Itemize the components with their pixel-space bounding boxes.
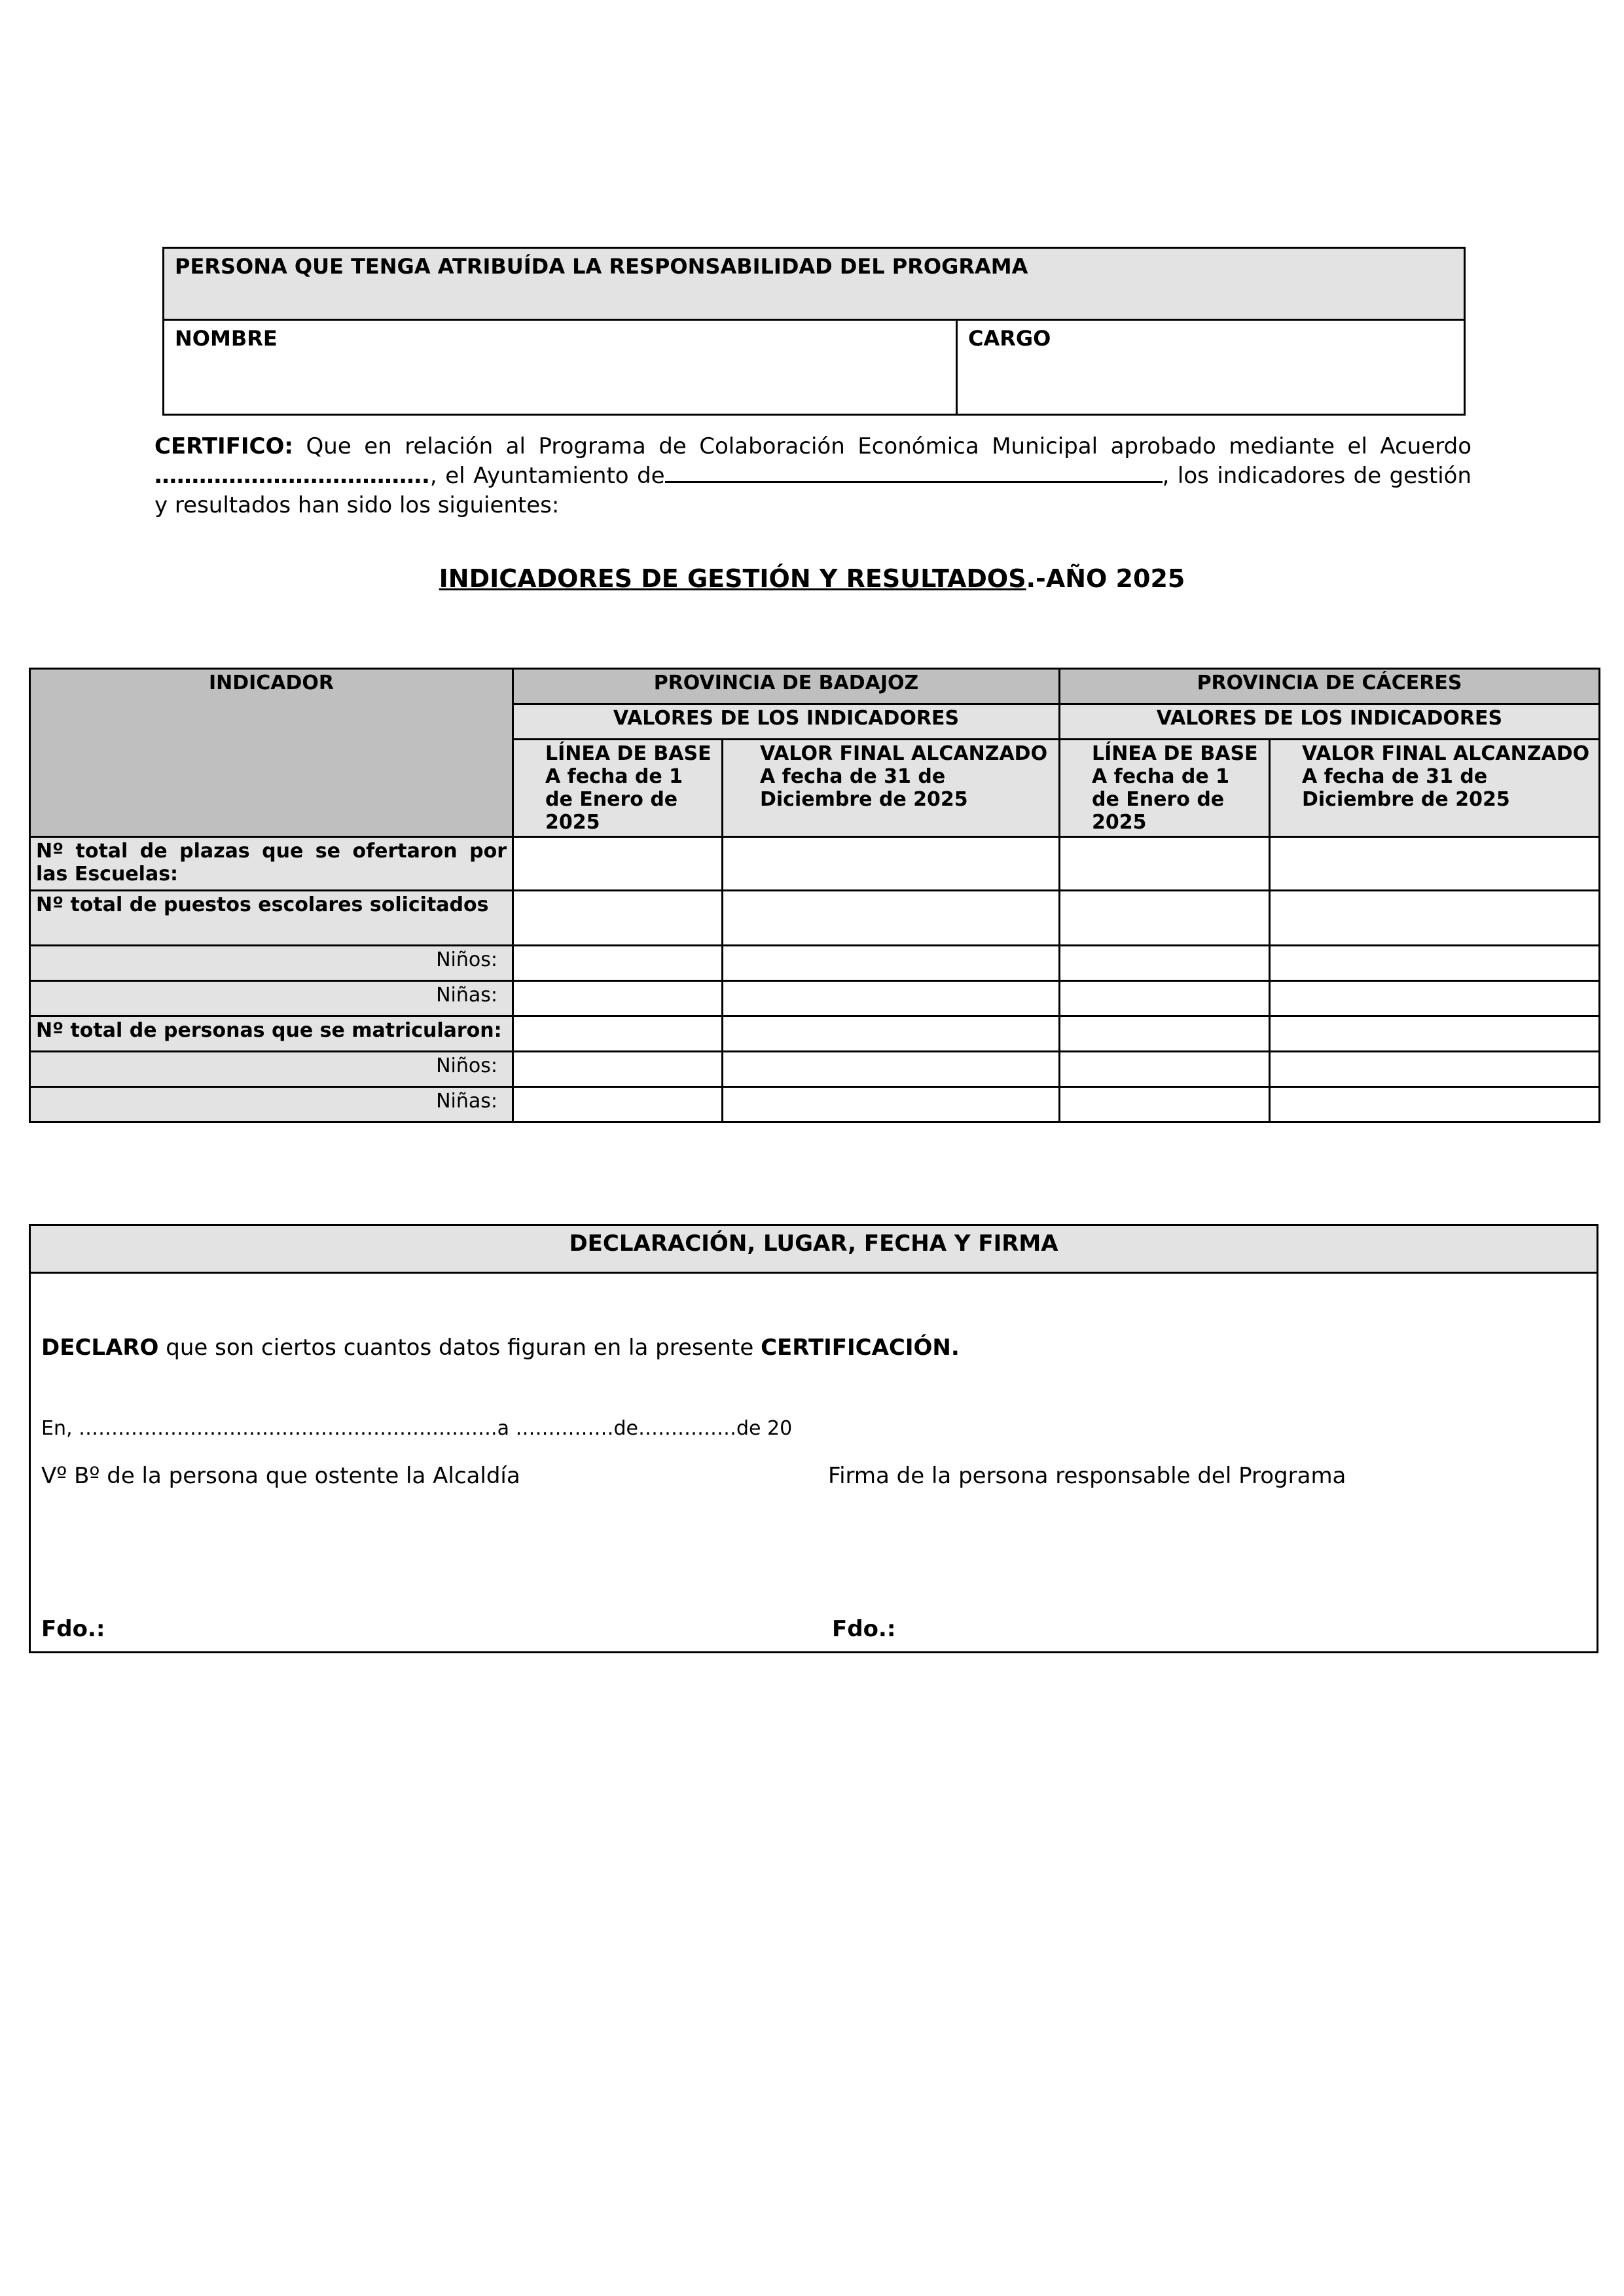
certifico-text-2: , el Ayuntamiento de bbox=[429, 463, 665, 489]
value-cell[interactable] bbox=[723, 981, 1060, 1016]
table-row bbox=[30, 891, 1600, 946]
value-cell[interactable] bbox=[723, 946, 1060, 981]
value-cell[interactable] bbox=[1060, 837, 1270, 891]
row-label-puestos: Nº total de puestos escolares solicitados bbox=[30, 891, 513, 946]
value-cell[interactable] bbox=[513, 837, 723, 891]
value-cell[interactable] bbox=[1060, 1016, 1270, 1052]
table-row bbox=[30, 837, 1600, 891]
value-cell[interactable] bbox=[723, 1016, 1060, 1052]
caceres-values-header: VALORES DE LOS INDICADORES bbox=[1060, 704, 1600, 740]
signature-label: Firma de la persona responsable del Programa bbox=[828, 1463, 1346, 1489]
indicator-header: INDICADOR bbox=[30, 669, 513, 837]
caceres-baseline-header bbox=[1060, 740, 1270, 837]
fdo-left[interactable]: Fdo.: bbox=[41, 1616, 105, 1642]
baseline-date: A fecha de 1 de Enero de 2025 bbox=[1092, 765, 1230, 834]
cargo-field[interactable] bbox=[957, 320, 1465, 415]
declaration-box bbox=[29, 1224, 1598, 1653]
certificacion-word: CERTIFICACIÓN. bbox=[761, 1335, 960, 1361]
declaro-text: que son ciertos cuantos datos figuran en la presente bbox=[158, 1335, 761, 1361]
value-cell[interactable] bbox=[1060, 891, 1270, 946]
final-date: A fecha de 31 de Diciembre de 2025 bbox=[760, 765, 968, 811]
certifico-lead: CERTIFICO: bbox=[154, 433, 294, 459]
value-cell[interactable] bbox=[1270, 837, 1600, 891]
value-cell[interactable] bbox=[1060, 1052, 1270, 1087]
final-title: VALOR FINAL ALCANZADO bbox=[1302, 742, 1590, 765]
province-badajoz-header: PROVINCIA DE BADAJOZ bbox=[513, 669, 1060, 704]
value-cell[interactable] bbox=[1060, 981, 1270, 1016]
table-row bbox=[30, 1052, 1600, 1087]
value-cell[interactable] bbox=[1270, 891, 1600, 946]
cargo-label: CARGO bbox=[968, 326, 1051, 351]
nombre-field[interactable] bbox=[164, 320, 957, 415]
certifico-text-3: , los indicadores de gestión y resultados han sido los siguientes: bbox=[154, 463, 1471, 518]
table-row bbox=[30, 981, 1600, 1016]
value-cell[interactable] bbox=[513, 1016, 723, 1052]
baseline-title: LÍNEA DE BASE bbox=[545, 742, 712, 765]
nombre-label: NOMBRE bbox=[175, 326, 278, 351]
badajoz-final-header bbox=[723, 740, 1060, 837]
value-cell[interactable] bbox=[513, 891, 723, 946]
indicators-table bbox=[29, 668, 1600, 1123]
badajoz-values-header: VALORES DE LOS INDICADORES bbox=[513, 704, 1060, 740]
baseline-title: LÍNEA DE BASE bbox=[1092, 742, 1258, 765]
declaro-statement bbox=[41, 1335, 960, 1361]
value-cell[interactable] bbox=[723, 1087, 1060, 1122]
value-cell[interactable] bbox=[723, 1052, 1060, 1087]
row-label-matricularon: Nº total de personas que se matricularon: bbox=[30, 1016, 513, 1052]
section-title-year: .-AÑO 2025 bbox=[1026, 564, 1185, 593]
badajoz-baseline-header bbox=[513, 740, 723, 837]
value-cell[interactable] bbox=[1270, 1087, 1600, 1122]
certifico-text-1: Que en relación al Programa de Colaboración Económica Municipal aprobado mediante el Acuerdo bbox=[293, 433, 1471, 459]
final-title: VALOR FINAL ALCANZADO bbox=[760, 742, 1048, 765]
row-label-plazas: Nº total de plazas que se ofertaron por las Escuelas: bbox=[30, 837, 513, 891]
declaration-title: DECLARACIÓN, LUGAR, FECHA Y FIRMA bbox=[31, 1226, 1597, 1274]
declaro-word: DECLARO bbox=[41, 1335, 159, 1361]
value-cell[interactable] bbox=[513, 981, 723, 1016]
row-label-ninos: Niños: bbox=[30, 1052, 513, 1087]
value-cell[interactable] bbox=[723, 837, 1060, 891]
row-label-ninos: Niños: bbox=[30, 946, 513, 981]
certifico-paragraph bbox=[154, 432, 1471, 520]
value-cell[interactable] bbox=[1060, 1087, 1270, 1122]
final-date: A fecha de 31 de Diciembre de 2025 bbox=[1302, 765, 1510, 811]
value-cell[interactable] bbox=[1270, 981, 1600, 1016]
value-cell[interactable] bbox=[513, 1052, 723, 1087]
value-cell[interactable] bbox=[513, 1087, 723, 1122]
section-title bbox=[0, 564, 1624, 593]
ayuntamiento-fill-line[interactable] bbox=[665, 461, 1163, 483]
responsible-person-table bbox=[162, 247, 1466, 416]
table-row bbox=[30, 1087, 1600, 1122]
caceres-final-header bbox=[1270, 740, 1600, 837]
value-cell[interactable] bbox=[1270, 1052, 1600, 1087]
value-cell[interactable] bbox=[1270, 946, 1600, 981]
value-cell[interactable] bbox=[723, 891, 1060, 946]
value-cell[interactable] bbox=[513, 946, 723, 981]
table-row bbox=[30, 946, 1600, 981]
row-label-ninas: Niñas: bbox=[30, 981, 513, 1016]
value-cell[interactable] bbox=[1060, 946, 1270, 981]
fdo-right[interactable]: Fdo.: bbox=[832, 1616, 896, 1642]
section-title-underlined: INDICADORES DE GESTIÓN Y RESULTADOS bbox=[439, 564, 1026, 593]
row-label-ninas: Niñas: bbox=[30, 1087, 513, 1122]
baseline-date: A fecha de 1 de Enero de 2025 bbox=[545, 765, 683, 834]
acuerdo-dots: ………………………………. bbox=[154, 463, 430, 489]
place-date-line[interactable]: En, ……………………………………………………….a ……………de……………de 20 bbox=[41, 1417, 793, 1440]
vobo-label: Vº Bº de la persona que ostente la Alcaldía bbox=[41, 1463, 520, 1489]
responsible-title: PERSONA QUE TENGA ATRIBUÍDA LA RESPONSABILIDAD DEL PROGRAMA bbox=[164, 248, 1465, 320]
province-caceres-header: PROVINCIA DE CÁCERES bbox=[1060, 669, 1600, 704]
table-row bbox=[30, 1016, 1600, 1052]
value-cell[interactable] bbox=[1270, 1016, 1600, 1052]
